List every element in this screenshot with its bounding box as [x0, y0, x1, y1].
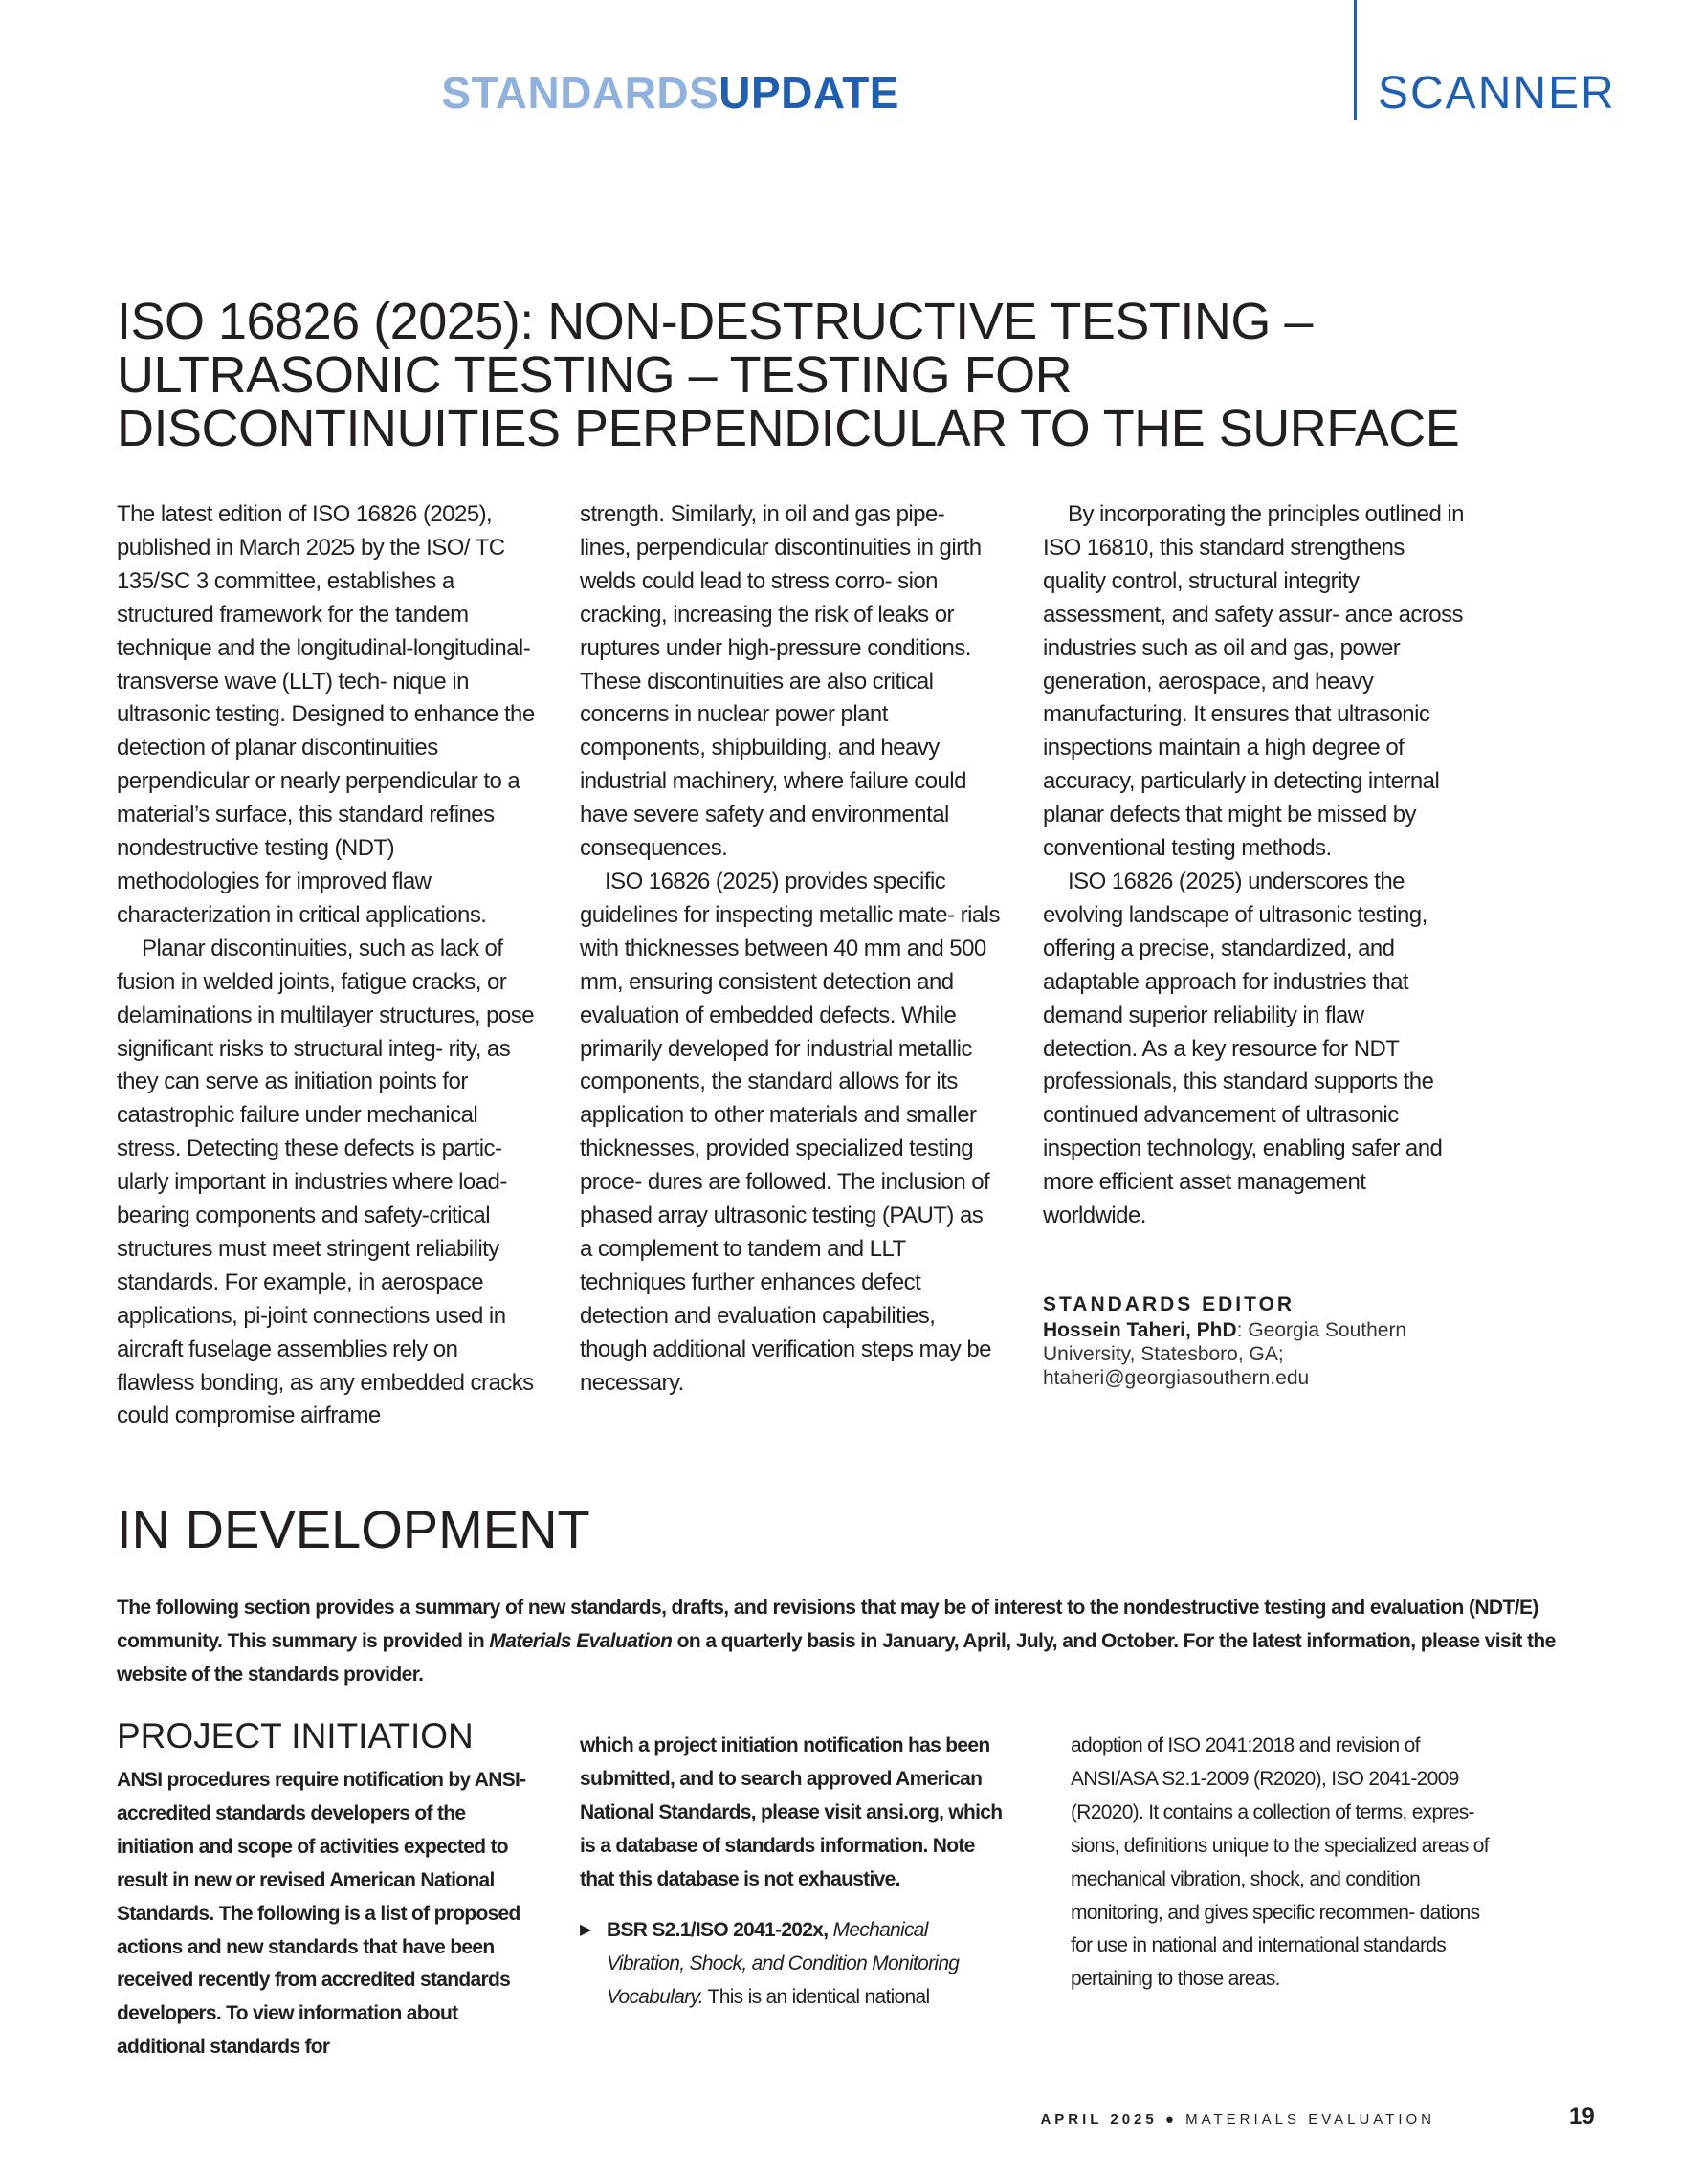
article-title [117, 295, 1552, 455]
standard-list-item [580, 1914, 1010, 2015]
paragraph: The latest edition of ISO 16826 (2025), published in March 2025 by the ISO/ TC 135/SC 3 committee, establishes a structured framework for the tandem technique and the longitudinal-longitudinal-transverse wave (LLT) tech- nique in ultrasonic testing. Designed to enhance the detection of planar discontinuities perpendicular or nearly perpendicular to a material’s surface, this standard refines nondestructive testing (NDT) methodologies for improved flaw characterization in critical applications. [117, 501, 535, 928]
intro-text: The following section provides a summary of new standards, drafts, and revisions that may be of interest to the nondestructive testing and evaluation (NDT/E) community. This summary is provided in [117, 1597, 1538, 1652]
standard-description: This is an identical national [702, 1985, 930, 2008]
editor-name: Hossein Taheri, PhD [1043, 1319, 1237, 1341]
footer-bullet: ● [1164, 2111, 1178, 2128]
project-initiation-heading: PROJECT INITIATION [117, 1716, 474, 1755]
page-footer [1040, 2111, 1435, 2128]
title-line: DISCONTINUITIES PERPENDICULAR TO THE SURFACE [117, 400, 1460, 457]
editor-affiliation: : Georgia Southern University, Statesboro, GA; [1043, 1319, 1407, 1365]
project-initiation-column-1 [117, 1764, 538, 2064]
in-development-intro [117, 1591, 1571, 1691]
title-line: ULTRASONIC TESTING – TESTING FOR [117, 346, 1073, 404]
editor-credit [1043, 1318, 1464, 1390]
paragraph: ISO 16826 (2025) underscores the evolving landscape of ultrasonic testing, offering a precise, standardized, and adaptable approach for industries that demand superior reliability in flaw detection. As a key resource for NDT professionals, this standard supports the continued advancement of ultrasonic inspection technology, enabling safer and more efficient asset management worldwide. [1043, 868, 1443, 1229]
editor-label: STANDARDS EDITOR [1043, 1293, 1295, 1315]
section-header [441, 67, 899, 119]
article-column-1 [117, 498, 538, 1433]
intro-italic-title: Materials Evaluation [489, 1630, 673, 1652]
paragraph: Planar discontinuities, such as lack of fusion in welded joints, fatigue cracks, or delaminations in multilayer structures, pose significant risks to structural integ- rity, as they can serve as initiation points for catastrophic failure under mechanical stress. Detecting these defects is partic- ularly important in industries where load-bearing components and safety-critical structures must meet stringent reliability standards. For example, in aerospace applications, pi-joint connections used in aircraft fuselage assemblies rely on flawless bonding, as any embedded cracks could compromise airframe [117, 935, 535, 1429]
paragraph: strength. Similarly, in oil and gas pipe- lines, perpendicular discontinuities in girth welds could lead to stress corro- sion cracking, increasing the risk of leaks or ruptures under high-pressure conditions. These discontinuities are also critical concerns in nuclear power plant components, shipbuilding, and heavy industrial machinery, where failure could have severe safety and environmental consequences. [580, 501, 982, 862]
standards-editor-block [1043, 1291, 1464, 1390]
paragraph: By incorporating the principles outlined in ISO 16810, this standard strengthens quality control, structural integrity assessment, and safety assur- ance across industries such as oil and gas, power generation, aerospace, and heavy manufacturing. It ensures that ultrasonic inspections maintain a high degree of accuracy, particularly in detecting internal planar defects that might be missed by conventional testing methods. [1043, 501, 1464, 862]
intro-text: on a quarterly basis in January, April, July, and October. For the latest information, please visit the website of the standards provider. [117, 1630, 1556, 1686]
project-initiation-column-3 [1071, 1730, 1492, 1996]
header-divider [1354, 0, 1357, 120]
paragraph: adoption of ISO 2041:2018 and revision of ANSI/ASA S2.1-2009 (R2020), ISO 2041-2009 (R2020). It contains a collection of terms, expres- sions, definitions unique to the specialized areas of mechanical vibration, shock, and condition monitoring, and gives specific recommen- dations for use in national and international standards pertaining to those areas. [1071, 1734, 1489, 1991]
triangle-bullet-icon: ▶ [580, 1922, 591, 1938]
article-column-3 [1043, 498, 1464, 1233]
paragraph: ANSI procedures require notification by ANSI-accredited standards developers of the initiation and scope of activities expected to result in new or revised American National Standards. The following is a list of proposed actions and new standards that have been received recently from accredited standards developers. To view information about additional standards for [117, 1769, 526, 2059]
header-standards: STANDARDS [441, 68, 719, 118]
in-development-heading: IN DEVELOPMENT [117, 1499, 590, 1559]
article-column-2 [580, 498, 1001, 1400]
footer-magazine: MATERIALS EVALUATION [1185, 2111, 1435, 2128]
page-number: 19 [1569, 2104, 1595, 2129]
title-line: ISO 16826 (2025): NON-DESTRUCTIVE TESTING – [117, 293, 1313, 350]
header-update: UPDATE [719, 68, 899, 118]
header-section-name: SCANNER [1378, 68, 1616, 119]
project-initiation-column-2 [580, 1730, 1010, 1897]
editor-email[interactable]: htaheri@georgiasouthern.edu [1043, 1367, 1310, 1389]
paragraph: ISO 16826 (2025) provides specific guidelines for inspecting metallic mate- rials with thicknesses between 40 mm and 500 mm, ensuring consistent detection and evaluation of embedded defects. While primarily developed for industrial metallic components, the standard allows for its application to other materials and smaller thicknesses, provided specialized testing proce- dures are followed. The inclusion of phased array ultrasonic testing (PAUT) as a complement to tandem and LLT techniques further enhances defect detection and evaluation capabilities, though additional verification steps may be necessary. [580, 868, 1000, 1396]
standard-title: Mechanical Vibration, Shock, and Condition Monitoring Vocabulary. [607, 1919, 960, 2008]
paragraph: which a project initiation notification has been submitted, and to search approved American National Standards, please visit ansi.org, which is a database of standards information. Note that this database is not exhaustive. [580, 1734, 1003, 1890]
footer-issue: APRIL 2025 [1040, 2111, 1158, 2128]
standard-code: BSR S2.1/ISO 2041-202x, [607, 1919, 829, 1941]
